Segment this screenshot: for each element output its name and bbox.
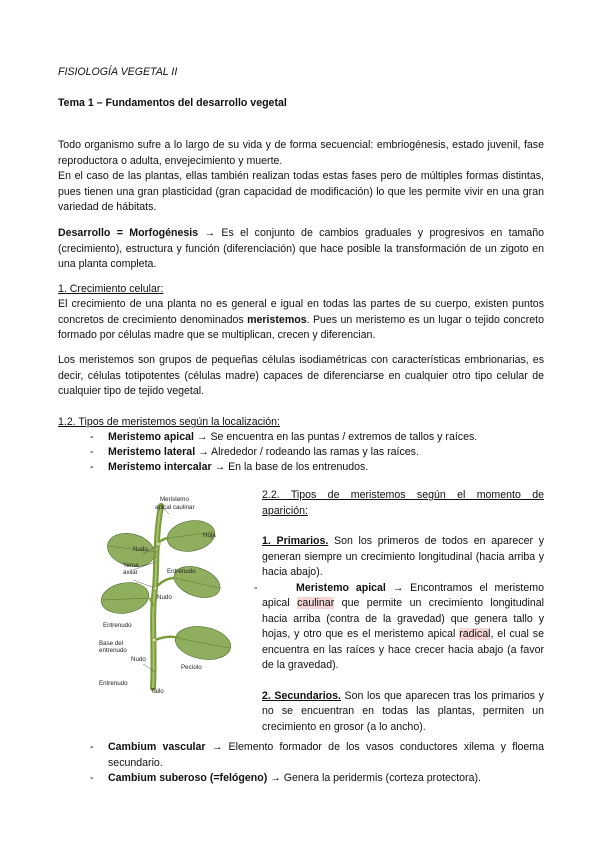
intro-paragraph-1: Todo organismo sufre a lo largo de su vida y de forma secuencial: embriogénesis, estado juvenil, fase reproductora o adulta, envejecimiento y muerte. <box>58 139 544 167</box>
section-1-paragraph-2: Los meristemos son grupos de pequeñas células isodiamétricas con características embrionarias, es decir, células totipotentes (células madre) capaces de diferenciarse en cualquier otro tipo celular de cualquier tipo de tejido vegetal. <box>58 354 544 397</box>
primarios-paragraph <box>262 534 544 581</box>
section-1-text-b: . Pues un meristemo es un lugar o tejido concreto formado por células madre que se multiplican, crecen y diferencian. <box>58 313 544 341</box>
apical-text-a: → Encontramos el meristemo apical <box>262 581 544 609</box>
list-dash: - <box>90 772 94 784</box>
item-term: Meristemo apical <box>108 431 194 443</box>
apical-term: Meristemo apical <box>296 581 386 594</box>
label-yema-1: Yema <box>123 562 139 569</box>
label-peciolo: Pecíolo <box>181 664 202 671</box>
meristemos-term: meristemos <box>247 313 307 326</box>
plant-illustration <box>95 488 255 696</box>
cambium-list <box>0 740 600 790</box>
list-item <box>108 740 544 771</box>
label-apical: apical caulinar <box>155 504 195 511</box>
section-12-heading: 1.2. Tipos de meristemos según la localización: <box>58 416 280 428</box>
secundarios-text: Son los que aparecen tras los primarios y no se encuentran en todas las plantas, permiten un crecimiento en grosor (a lo ancho). <box>262 689 544 733</box>
list-dash: - <box>90 741 94 753</box>
list-item <box>108 460 368 476</box>
list-item <box>108 771 481 787</box>
intro-paragraph-2: En el caso de las plantas, ellas también realizan todas estas fases pero de múltiples formas distintas, pues tienen una gran plasticidad (gran capacidad de modificación) lo que les permite vivir en una gran variedad de hábitats. <box>58 170 544 213</box>
section-22-heading-2: aparición: <box>262 504 308 517</box>
course-header: FISIOLOGÍA VEGETAL II <box>58 66 178 78</box>
desarrollo-text: → Es el conjunto de cambios graduales y progresivos en tamaño (crecimiento), estructura y función (diferenciación) que hace posible la transformación de un zigoto en una planta completa. <box>58 227 544 270</box>
list-item <box>108 430 477 446</box>
list-dash: - <box>90 446 94 458</box>
item-term: Cambium suberoso (=felógeno) <box>108 772 268 784</box>
item-term: Meristemo lateral <box>108 446 196 458</box>
label-entrenudo-2: Entrenudo <box>103 622 132 629</box>
label-hoja: Hoja <box>203 532 216 539</box>
item-text: → Genera la peridermis (corteza protectora). <box>267 772 481 784</box>
label-meristemo: Meristemo <box>160 496 189 503</box>
primarios-label: 1. Primarios. <box>262 535 329 547</box>
list-dash: - <box>90 431 94 443</box>
list-dash: - <box>90 461 94 473</box>
localizacion-list <box>0 430 600 478</box>
section-1-paragraph-1 <box>58 297 544 344</box>
item-text: → Se encuentra en las puntas / extremos de tallos y raíces. <box>193 431 478 443</box>
list-dash: - <box>254 581 258 594</box>
item-text: → En la base de los entrenudos. <box>211 461 369 473</box>
apical-paragraph <box>254 581 544 674</box>
secundarios-label: 2. Secundarios. <box>262 689 341 702</box>
item-term: Cambium vascular <box>108 741 206 753</box>
apical-dash-wrap <box>254 581 258 597</box>
section-22 <box>254 488 545 735</box>
highlight-caulinar: caulinar <box>297 597 335 609</box>
item-term: Meristemo intercalar <box>108 461 212 473</box>
section-1-heading: 1. Crecimiento celular: <box>58 283 164 295</box>
plant-figure <box>95 488 255 696</box>
label-yema-2: axilar <box>123 569 138 576</box>
secundarios-paragraph <box>262 689 544 736</box>
primarios-text: Son los primeros de todos en aparecer y generan siempre un crecimiento longitudinal (hacia arriba y hacia abajo). <box>262 535 545 578</box>
item-text: → Elemento formador de los vasos conductores xilema y floema secundario. <box>108 741 544 769</box>
label-entrenudo-3: Entrenudo <box>99 680 128 687</box>
label-nudo-2: Nudo <box>157 594 172 601</box>
label-base-1: Base del <box>99 640 124 647</box>
apical-text-b: que permite un crecimiento longitudinal hacia arriba (contra de la gravedad) que genera tallo y hojas, y otro que es el meristemo apical <box>262 597 544 640</box>
section-1-text-a: El crecimiento de una planta no es general e igual en todas las partes de su cuerpo, existen puntos concretos de crecimiento denominados <box>58 298 544 326</box>
label-nudo-3: Nudo <box>131 656 146 663</box>
label-tallo: Tallo <box>151 688 164 695</box>
list-item <box>108 445 419 461</box>
apical-text-c: , el cual se encuentra en las raíces y hace crecer hacia abajo (a favor de la gravedad). <box>262 628 544 671</box>
label-base-2: entrenudo <box>99 647 127 654</box>
label-entrenudo-1: Entrenudo <box>167 568 196 575</box>
label-nudo-1: Nudo <box>133 546 148 553</box>
section-22-heading-1: 2.2. Tipos de meristemos según el momento de <box>262 489 544 501</box>
page-title: Tema 1 – Fundamentos del desarrollo vegetal <box>58 97 287 109</box>
highlight-radical: radical <box>459 628 491 640</box>
item-text: → Alrededor / rodeando las ramas y las raíces. <box>195 446 419 458</box>
desarrollo-paragraph <box>58 226 544 273</box>
desarrollo-term: Desarrollo = Morfogénesis <box>58 227 199 239</box>
